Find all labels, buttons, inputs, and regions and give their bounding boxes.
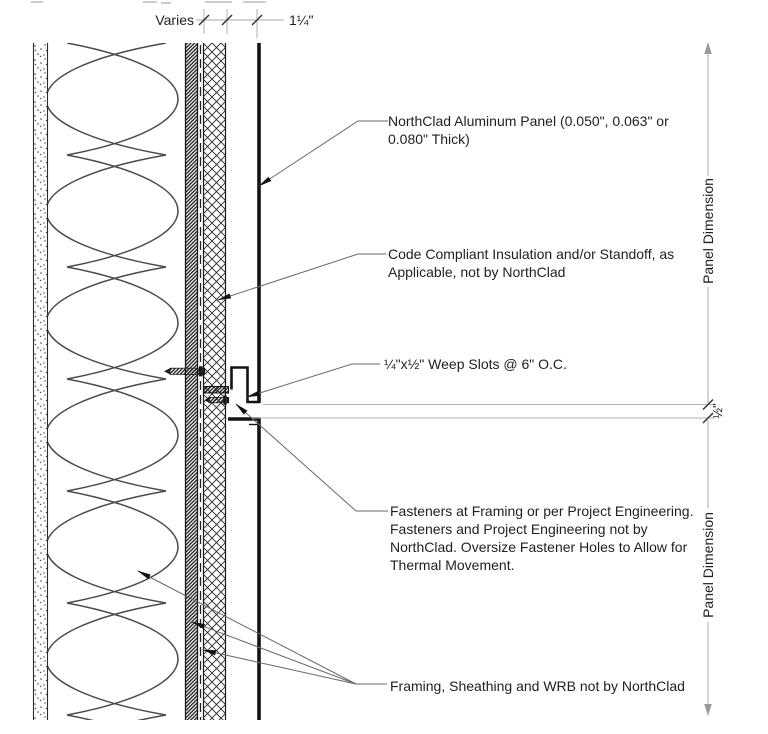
right-dimension — [251, 42, 725, 716]
dimension-arrow-down — [704, 704, 712, 716]
insulation-leader — [218, 254, 386, 300]
annotation-fasteners — [390, 503, 693, 573]
annotation-panel-line2: 0.080" Thick) — [388, 131, 470, 147]
weep-slots-leader — [247, 364, 380, 397]
annotation-fasteners-line4: Thermal Movement. — [390, 557, 515, 573]
top-dimension — [155, 9, 313, 38]
sheathing-layer — [186, 43, 198, 720]
annotation-panel — [388, 113, 669, 147]
dim-label-half-inch: ½" — [710, 403, 725, 419]
annotation-framing — [390, 678, 685, 694]
annotation-fasteners-line3: NorthClad. Oversize Fastener Holes to Allow for — [390, 539, 688, 555]
annotation-weep-slots — [384, 356, 567, 372]
annotation-fasteners-line1: Fasteners at Framing or per Project Engineering. — [390, 503, 694, 519]
annotation-framing-line1: Framing, Sheathing and WRB not by NorthClad — [390, 678, 685, 694]
standoff-clip — [204, 387, 229, 394]
annotation-panel-line1: NorthClad Aluminum Panel (0.050", 0.063" or — [388, 113, 669, 129]
rigid-insulation-layer — [204, 43, 226, 720]
panel-joint-hook — [232, 368, 261, 403]
batt-insulation-layer — [48, 43, 185, 720]
panel-leader — [259, 121, 388, 186]
annotation-weep-line1: ¼"x½" Weep Slots @ 6" O.C. — [384, 356, 567, 372]
cropped-edge-marks — [31, 2, 266, 3]
annotation-insulation-line1: Code Compliant Insulation and/or Standoff, as — [388, 246, 675, 262]
aluminum-panel-lower — [228, 418, 261, 721]
dim-label-panel-dimension-lower: Panel Dimension — [700, 512, 716, 618]
annotation-insulation — [388, 246, 674, 280]
dim-label-varies: Varies — [155, 12, 194, 28]
dim-label-1-1-4: 1¼" — [289, 12, 314, 28]
gypsum-board-layer — [34, 43, 48, 720]
annotation-insulation-line2: Applicable, not by NorthClad — [388, 264, 566, 280]
dimension-arrow-up — [704, 42, 712, 54]
dim-label-panel-dimension-upper: Panel Dimension — [700, 178, 716, 284]
annotation-fasteners-line2: Fasteners and Project Engineering not by — [390, 521, 648, 537]
